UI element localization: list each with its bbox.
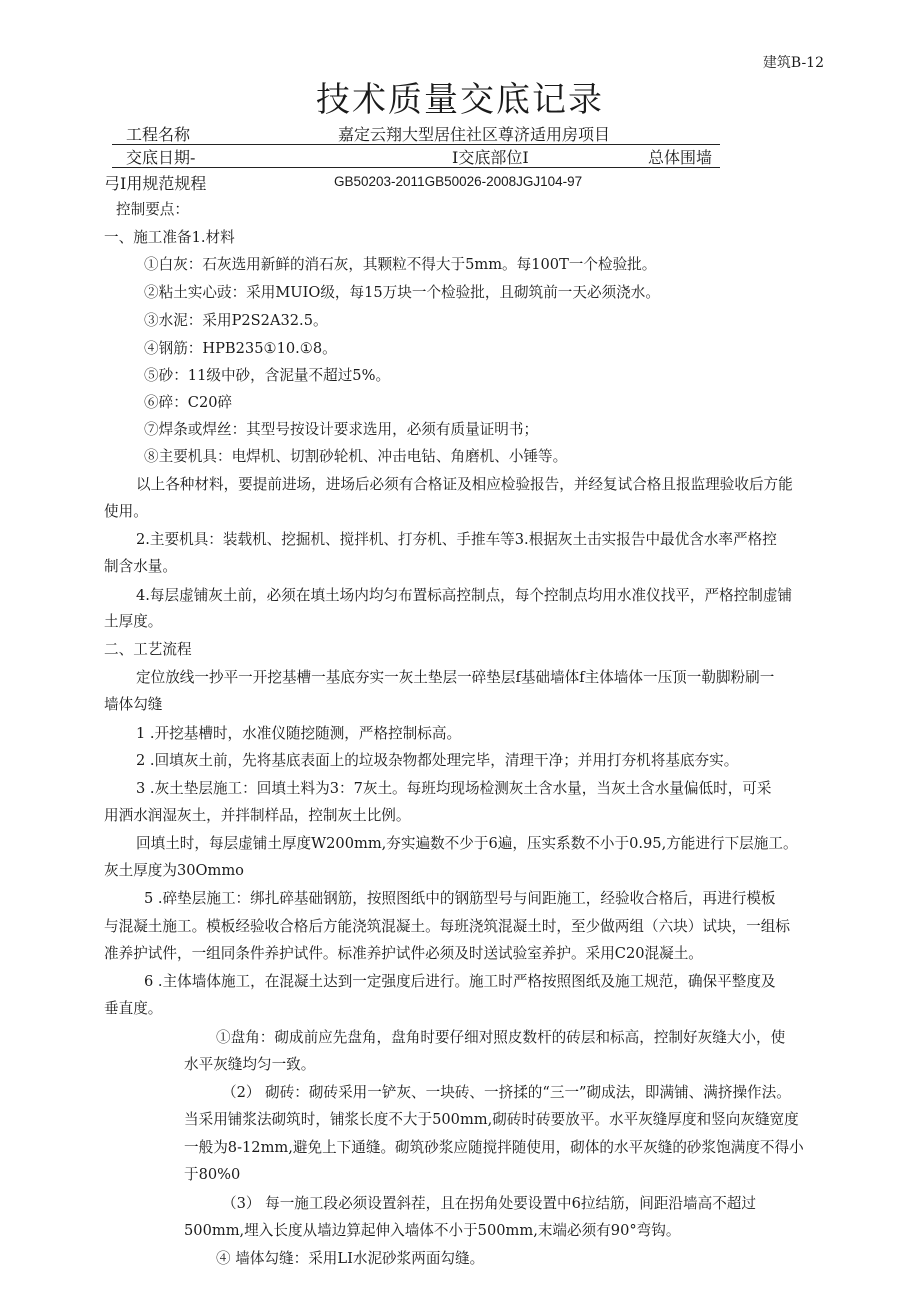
date-row bbox=[112, 145, 720, 168]
part-label: I交底部位I bbox=[452, 148, 529, 167]
part-value: 总体围墙 bbox=[648, 148, 713, 167]
project-value: 嘉定云翔大型居住社区尊济适用房项目 bbox=[338, 125, 611, 144]
spec-label: 弓I用规范规程 bbox=[104, 174, 207, 193]
project-label: 工程名称 bbox=[126, 125, 191, 144]
spec-value: GB50203-2011GB50026-2008JGJ104-97 bbox=[334, 174, 583, 189]
date-label: 交底日期- bbox=[126, 148, 196, 167]
document-page: 建筑B-12 技术质量交底记录 工程名称 嘉定云翔大型居住社区尊济适用房项目 交底日期- I交底部位I 总体围墙 弓I用规范规程 GB50203-2011GB50026-2008JGJ104-97 控制要点： 一、施工准备1.材料 ①白灰：石灰选用新鲜的消石灰，其颗粒不得大于5mm。每100T一个检验批。 ②粘土实心豉：采用MUIO级，每15万块一个检验批，且砌筑前一天必须浇水。 ③水泥：采用P2S2A32.5。 ④钢筋：HPB235①10.①8。 ⑤砂：11级中砂，含泥量不超过5%。 ⑥碎：C20碎 ⑦焊条或焊丝：其型号按设计要求选用，必须有质量证明书； ⑧主要机具：电焊机、切割砂轮机、冲击电钻、角磨机、小锤等。 以上各种材料，要提前进场，进场后必须有合格证及相应检验报告，并经复试合格且报监理验收后方能 使用。 2.主要机具：装载机、挖掘机、搅拌机、打夯机、手推车等3.根据灰土击实报告中最优含水率严格控 制含水量。 4.每层虚铺灰土前，必须在填土场内均匀布置标高控制点，每个控制点均用水准仪找平，严格控制虚铺 土厚度。 二、工艺流程 定位放线一抄平一开挖基槽一基底夯实一灰土垫层一碎垫层f基础墙体f主体墙体一压顶一勒脚粉刷一 墙体勾缝 1 .开挖基槽时，水准仪随挖随测，严格控制标高。 2 .回填灰土前，先将基底表面上的垃圾杂物都处理完毕，清理干净；并用打夯机将基底夯实。 3 .灰土垫层施工：回填土料为3：7灰土。每班均现场检测灰土含水量，当灰土含水量偏低时，可采 用洒水润湿灰土，并拌制样品，控制灰土比例。 回填土时，每层虚铺土厚度W200mm,夯实遍数不少于6遍，压实系数不小于0.95,方能进行下层施工。 灰土厚度为30Ommo 5 .碎垫层施工：绑扎碎基础钢筋，按照图纸中的钢筋型号与间距施工，经验收合格后，再进行模板 与混凝土施工。模板经验收合格后方能浇筑混凝土。每班浇筑混凝土时，至少做两组（六块）试块，一组标 准养护试件，一组同条件养护试件。标准养护试件必须及时送试验室养护。采用C20混凝土。 6 .主体墙体施工，在混凝土达到一定强度后进行。施工时严格按照图纸及施工规范，确保平整度及 垂直度。 ①盘角：砌成前应先盘角，盘角时要仔细对照皮数杆的砖层和标高，控制好灰缝大小，使 水平灰缝均匀一致。 （2） 砌砖：砌砖采用一铲灰、一块砖、一挤揉的“三一”砌成法，即满铺、满挤操作法。 当采用铺浆法砌筑时，铺浆长度不大于500mm,砌砖时砖要放平。水平灰缝厚度和竖向灰缝宽度 一般为8-12mm,避免上下通缝。砌筑砂浆应随搅拌随使用，砌体的水平灰缝的砂浆饱满度不得小 于80%0 （3） 每一施工段必须设置斜茬，且在拐角处要设置中6拉结筋，间距沿墙高不超过 500mm,埋入长度从墙边算起伸入墙体不小于500mm,末端必须有90°弯钩。 ④ 墙体勾缝：采用LI水泥砂浆两面勾缝。 bbox=[0, 0, 920, 1301]
document-title: 技术质量交底记录 bbox=[316, 80, 604, 120]
document-code: 建筑B-12 bbox=[762, 55, 824, 71]
project-row bbox=[112, 122, 720, 145]
